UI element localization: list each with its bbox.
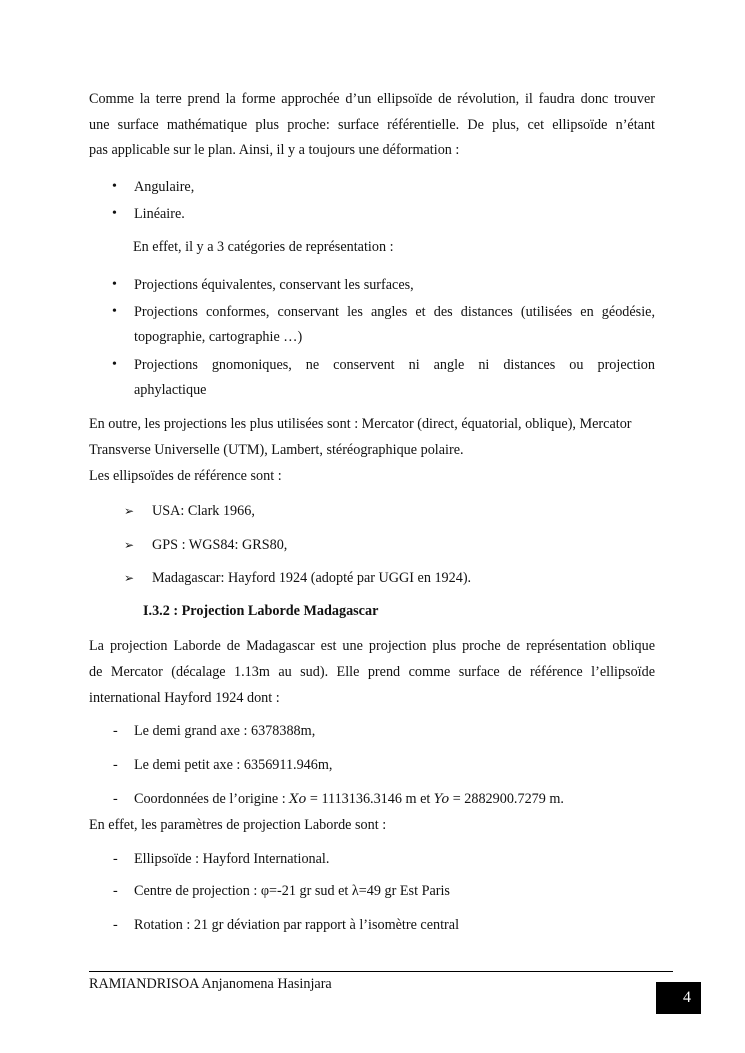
list-item-continuation: aphylactique [134, 382, 207, 398]
xo-value: = 1113136.3146 m et [306, 791, 434, 807]
projections-line-3: Les ellipsoïdes de référence sont : [89, 468, 282, 484]
yo-symbol: Yo [433, 792, 450, 807]
params-intro: En effet, les paramètres de projection Laborde sont : [89, 817, 387, 833]
dash-bullet-icon: - [113, 757, 118, 773]
list-item: • Linéaire. [112, 206, 185, 222]
laborde-line-3: international Hayford 1924 dont : [89, 690, 280, 706]
list-item: - Rotation : 21 gr déviation par rapport à l’isomètre central [113, 917, 460, 933]
laborde-line-1: La projection Laborde de Madagascar est une projection plus proche de représentation oblique [89, 638, 655, 654]
list-item-continuation: topographie, cartographie …) [134, 329, 303, 345]
intro-line-1: Comme la terre prend la forme approchée d’un ellipsoïde de révolution, il faudra donc trouver [89, 91, 655, 107]
section-heading: I.3.2 : Projection Laborde Madagascar [143, 603, 379, 619]
dash-bullet-icon: - [113, 723, 118, 739]
footer-author: RAMIANDRISOA Anjanomena Hasinjara [89, 976, 332, 992]
laborde-line-2: de Mercator (décalage 1.13m au sud). Elle prend comme surface de référence l’ellipsoïde [89, 664, 655, 680]
dash-bullet-icon: - [113, 791, 118, 807]
projections-line-2: Transverse Universelle (UTM), Lambert, stéréographique polaire. [89, 442, 464, 458]
list-item: • Projections équivalentes, conservant les surfaces, [112, 277, 414, 293]
list-item: - Le demi grand axe : 6378388m, [113, 723, 316, 739]
bullet-icon: • [112, 304, 117, 319]
intro-line-3: pas applicable sur le plan. Ainsi, il y a toujours une déformation : [89, 142, 460, 158]
bullet-icon: • [112, 179, 117, 194]
arrow-bullet-icon: ➢ [124, 504, 135, 518]
yo-value: = 2882900.7279 m. [449, 791, 564, 807]
list-item: • Angulaire, [112, 179, 195, 195]
page-number: 4 [656, 982, 701, 1014]
xo-symbol: Xo [289, 792, 307, 807]
list-item: - Ellipsoïde : Hayford International. [113, 851, 330, 867]
bullet-icon: • [112, 277, 117, 292]
list-item: • Projections conformes, conservant les angles et des distances (utilisées en géodésie, [112, 304, 655, 320]
list-item: - Centre de projection : φ=-21 gr sud et λ=49 gr Est Paris [113, 883, 450, 899]
dash-bullet-icon: - [113, 851, 118, 867]
footer-divider [89, 971, 673, 972]
bullet-icon: • [112, 206, 117, 221]
categories-intro: En effet, il y a 3 catégories de représentation : [133, 239, 394, 255]
origin-prefix: Coordonnées de l’origine : [134, 791, 290, 807]
dash-bullet-icon: - [113, 883, 118, 899]
list-item: • Projections gnomoniques, ne conservent ni angle ni distances ou projection [112, 357, 655, 373]
list-item: - Le demi petit axe : 6356911.946m, [113, 757, 333, 773]
intro-line-2: une surface mathématique plus proche: surface référentielle. De plus, cet ellipsoïde n’étant [89, 117, 655, 133]
projections-line-1: En outre, les projections les plus utilisées sont : Mercator (direct, équatorial, oblique), Mercator [89, 416, 632, 432]
list-item: ➢ USA: Clark 1966, [124, 503, 255, 519]
dash-bullet-icon: - [113, 917, 118, 933]
arrow-bullet-icon: ➢ [124, 571, 135, 585]
list-item [113, 790, 564, 809]
bullet-icon: • [112, 357, 117, 372]
arrow-bullet-icon: ➢ [124, 538, 135, 552]
list-item: ➢ GPS : WGS84: GRS80, [124, 537, 288, 553]
list-item: ➢ Madagascar: Hayford 1924 (adopté par UGGI en 1924). [124, 570, 472, 586]
